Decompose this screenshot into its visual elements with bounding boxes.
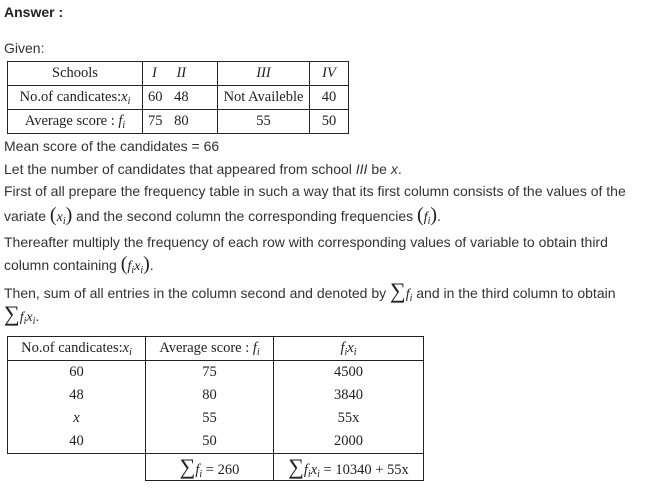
- table-cell: 80: [174, 113, 189, 129]
- frequency-table: [7, 336, 424, 481]
- table-cell: 55: [218, 110, 310, 134]
- then-sentence-line1: Thereafter multiply the frequency of each row with corresponding values of variable to obtain third: [4, 234, 608, 250]
- table-row: [8, 384, 424, 407]
- table-cell: 55: [146, 407, 274, 430]
- table-cell: 75: [146, 361, 274, 385]
- table-cell: 40: [8, 430, 146, 454]
- col-header-product: $f_ix_i$: [274, 337, 424, 361]
- total-f-cell: $\sum f_i = 260$: [146, 454, 274, 481]
- school-col: I: [152, 65, 157, 81]
- sum-sentence-line1: Then, sum of all entries in the column second and denoted by $\sum f_i$ and in the third column to obtain: [4, 278, 616, 304]
- first-sentence-line2: variate $(x_i)$ and the second column the corresponding frequencies $(f_i)$.: [4, 204, 441, 227]
- table-cell: 75: [148, 113, 163, 129]
- col-header-candidates: No.of $candicates:x_i$: [8, 337, 146, 361]
- table-cell: x: [8, 407, 146, 430]
- total-fx-cell: $\sum f_ix_i = 10340 + 55x$: [274, 454, 424, 481]
- candidates-values-1-2: [143, 86, 218, 110]
- table-cell: 3840: [274, 384, 424, 407]
- sigma-symbol: ∑: [4, 301, 20, 326]
- table-header-row: [8, 337, 424, 361]
- mean-score-text: Mean score of the candidates = 66: [4, 138, 220, 154]
- given-label: Given:: [4, 40, 45, 56]
- table-row: [8, 361, 424, 385]
- sum-sentence-line2: $\sum f_ix_i$.: [4, 301, 40, 327]
- schools-header: Schools: [8, 62, 143, 86]
- table-cell: 80: [146, 384, 274, 407]
- table-row: [8, 62, 349, 86]
- table-cell: 48: [174, 89, 189, 105]
- table-cell-empty: [8, 454, 146, 481]
- col-header-average: Average score : $f_i$: [146, 337, 274, 361]
- table-cell: 2000: [274, 430, 424, 454]
- table-row: [8, 430, 424, 454]
- table-cell: Not Availeble: [218, 86, 310, 110]
- school-col: III: [218, 62, 310, 86]
- first-sentence-line1: First of all prepare the frequency table in such a way that its first column consists of the values of the: [4, 183, 626, 199]
- average-score-label: Average score : $f_i$: [8, 110, 143, 134]
- score-values-1-2: [143, 110, 218, 134]
- table-cell: 60: [148, 89, 163, 105]
- table-cell: 55x: [274, 407, 424, 430]
- sigma-symbol: ∑: [390, 278, 406, 303]
- table-cell: 50: [146, 430, 274, 454]
- table-cell: 60: [8, 361, 146, 385]
- candidates-label: No.of $candicates:x_i$: [8, 86, 143, 110]
- table-cell: 48: [8, 384, 146, 407]
- let-sentence: Let the number of candidates that appeared from school III be x.: [4, 161, 402, 177]
- school-col: II: [176, 65, 187, 81]
- then-sentence-line2: column containing $(f_ix_i)$.: [4, 253, 154, 276]
- table-row: [8, 86, 349, 110]
- school-col: IV: [310, 62, 349, 86]
- table-cell: 50: [310, 110, 349, 134]
- table-cell: 4500: [274, 361, 424, 385]
- table-row: [8, 110, 349, 134]
- answer-heading: Answer :: [4, 4, 64, 20]
- table-total-row: [8, 454, 424, 481]
- table-row: [8, 407, 424, 430]
- table-cell: 40: [310, 86, 349, 110]
- school-cols-1-2: [143, 62, 218, 86]
- schools-table: [7, 61, 349, 134]
